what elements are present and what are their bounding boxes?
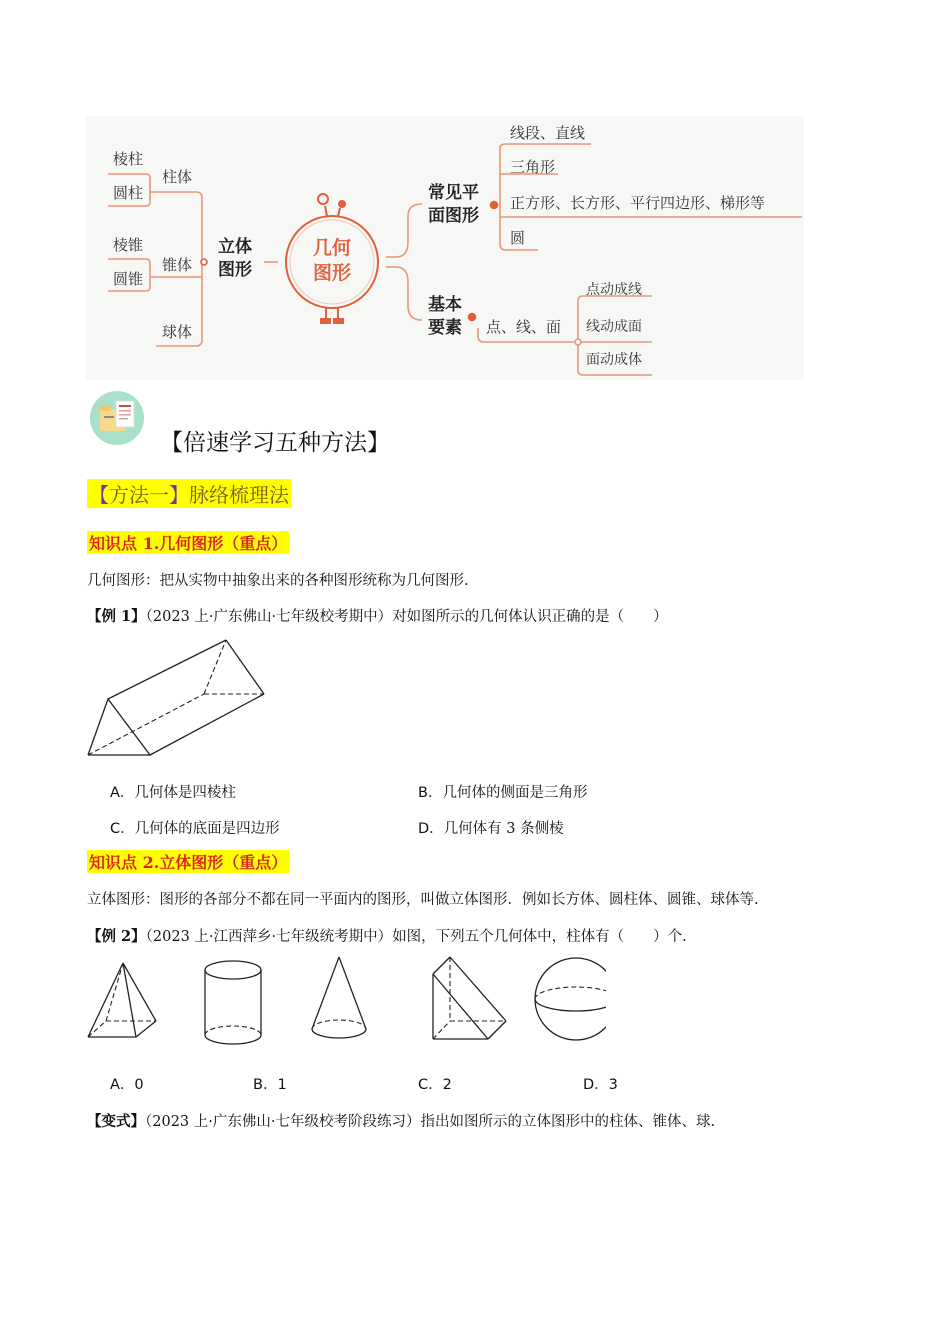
mindmap-lines (86, 116, 804, 380)
mm-center: 几何 图形 (312, 237, 351, 284)
example-2-question: 【例 2】（2023 上·江西萍乡·七年级统考期中）如图，下列五个几何体中，柱体有（ ）个. (87, 928, 687, 945)
kp2-definition: 立体图形：图形的各部分不都在同一平面内的图形，叫做立体图形．例如长方体、圆柱体、圆锥、球体等. (87, 892, 759, 908)
mm-main-left: 立体 图形 (218, 237, 252, 280)
example-2-option-b[interactable]: B．1 (253, 1077, 287, 1093)
mm-leaf: 圆锥 (113, 270, 144, 288)
solids-figure-row (86, 955, 606, 1045)
mm-plane: 常见平 面图形 (428, 183, 479, 226)
example-1-option-d[interactable]: D．几何体有 3 条侧棱 (418, 821, 564, 837)
section-title: 【倍速学习五种方法】 (160, 430, 390, 456)
mm-leaf: 圆 (510, 229, 526, 247)
mm-leaf: 面动成体 (586, 352, 642, 368)
mm-leaf: 棱锥 (113, 236, 144, 254)
example-1-option-c[interactable]: C．几何体的底面是四边形 (110, 821, 280, 837)
method-heading: 【方法一】脉络梳理法 (87, 479, 291, 508)
folder-document-icon (89, 390, 145, 446)
mm-branch: 锥体 (162, 256, 193, 274)
mm-leaf: 线段、直线 (510, 124, 586, 142)
mm-mid: 点、线、面 (486, 318, 562, 336)
knowledge-point-1-heading: 知识点 1.几何图形（重点） (87, 531, 289, 554)
example-1-option-a[interactable]: A．几何体是四棱柱 (110, 785, 236, 801)
mm-leaf: 点动成线 (586, 282, 642, 298)
knowledge-point-2-heading: 知识点 2.立体图形（重点） (87, 850, 289, 873)
example-2-option-d[interactable]: D．3 (583, 1077, 618, 1093)
example-1-option-b[interactable]: B．几何体的侧面是三角形 (418, 785, 588, 801)
mm-branch: 柱体 (162, 168, 193, 186)
mm-leaf: 线动成面 (586, 319, 642, 335)
mm-branch: 球体 (162, 323, 193, 341)
mindmap-figure (86, 116, 804, 380)
mm-basic: 基本 要素 (428, 295, 462, 338)
mm-leaf: 三角形 (510, 158, 556, 176)
example-1-question: 【例 1】（2023 上·广东佛山·七年级校考期中）对如图所示的几何体认识正确的是（ ） (87, 608, 668, 625)
example-2-option-a[interactable]: A．0 (110, 1077, 144, 1093)
mm-leaf: 棱柱 (113, 150, 144, 168)
variant-question: 【变式】（2023 上·广东佛山·七年级校考阶段练习）指出如图所示的立体图形中的柱体、锥体、球. (87, 1113, 716, 1130)
triangular-prism-figure (86, 637, 270, 759)
example-2-option-c[interactable]: C．2 (418, 1077, 452, 1093)
kp1-definition: 几何图形：把从实物中抽象出来的各种图形统称为几何图形. (87, 573, 469, 589)
mm-leaf: 圆柱 (113, 184, 144, 202)
mm-leaf: 正方形、长方形、平行四边形、梯形等 (510, 194, 766, 212)
